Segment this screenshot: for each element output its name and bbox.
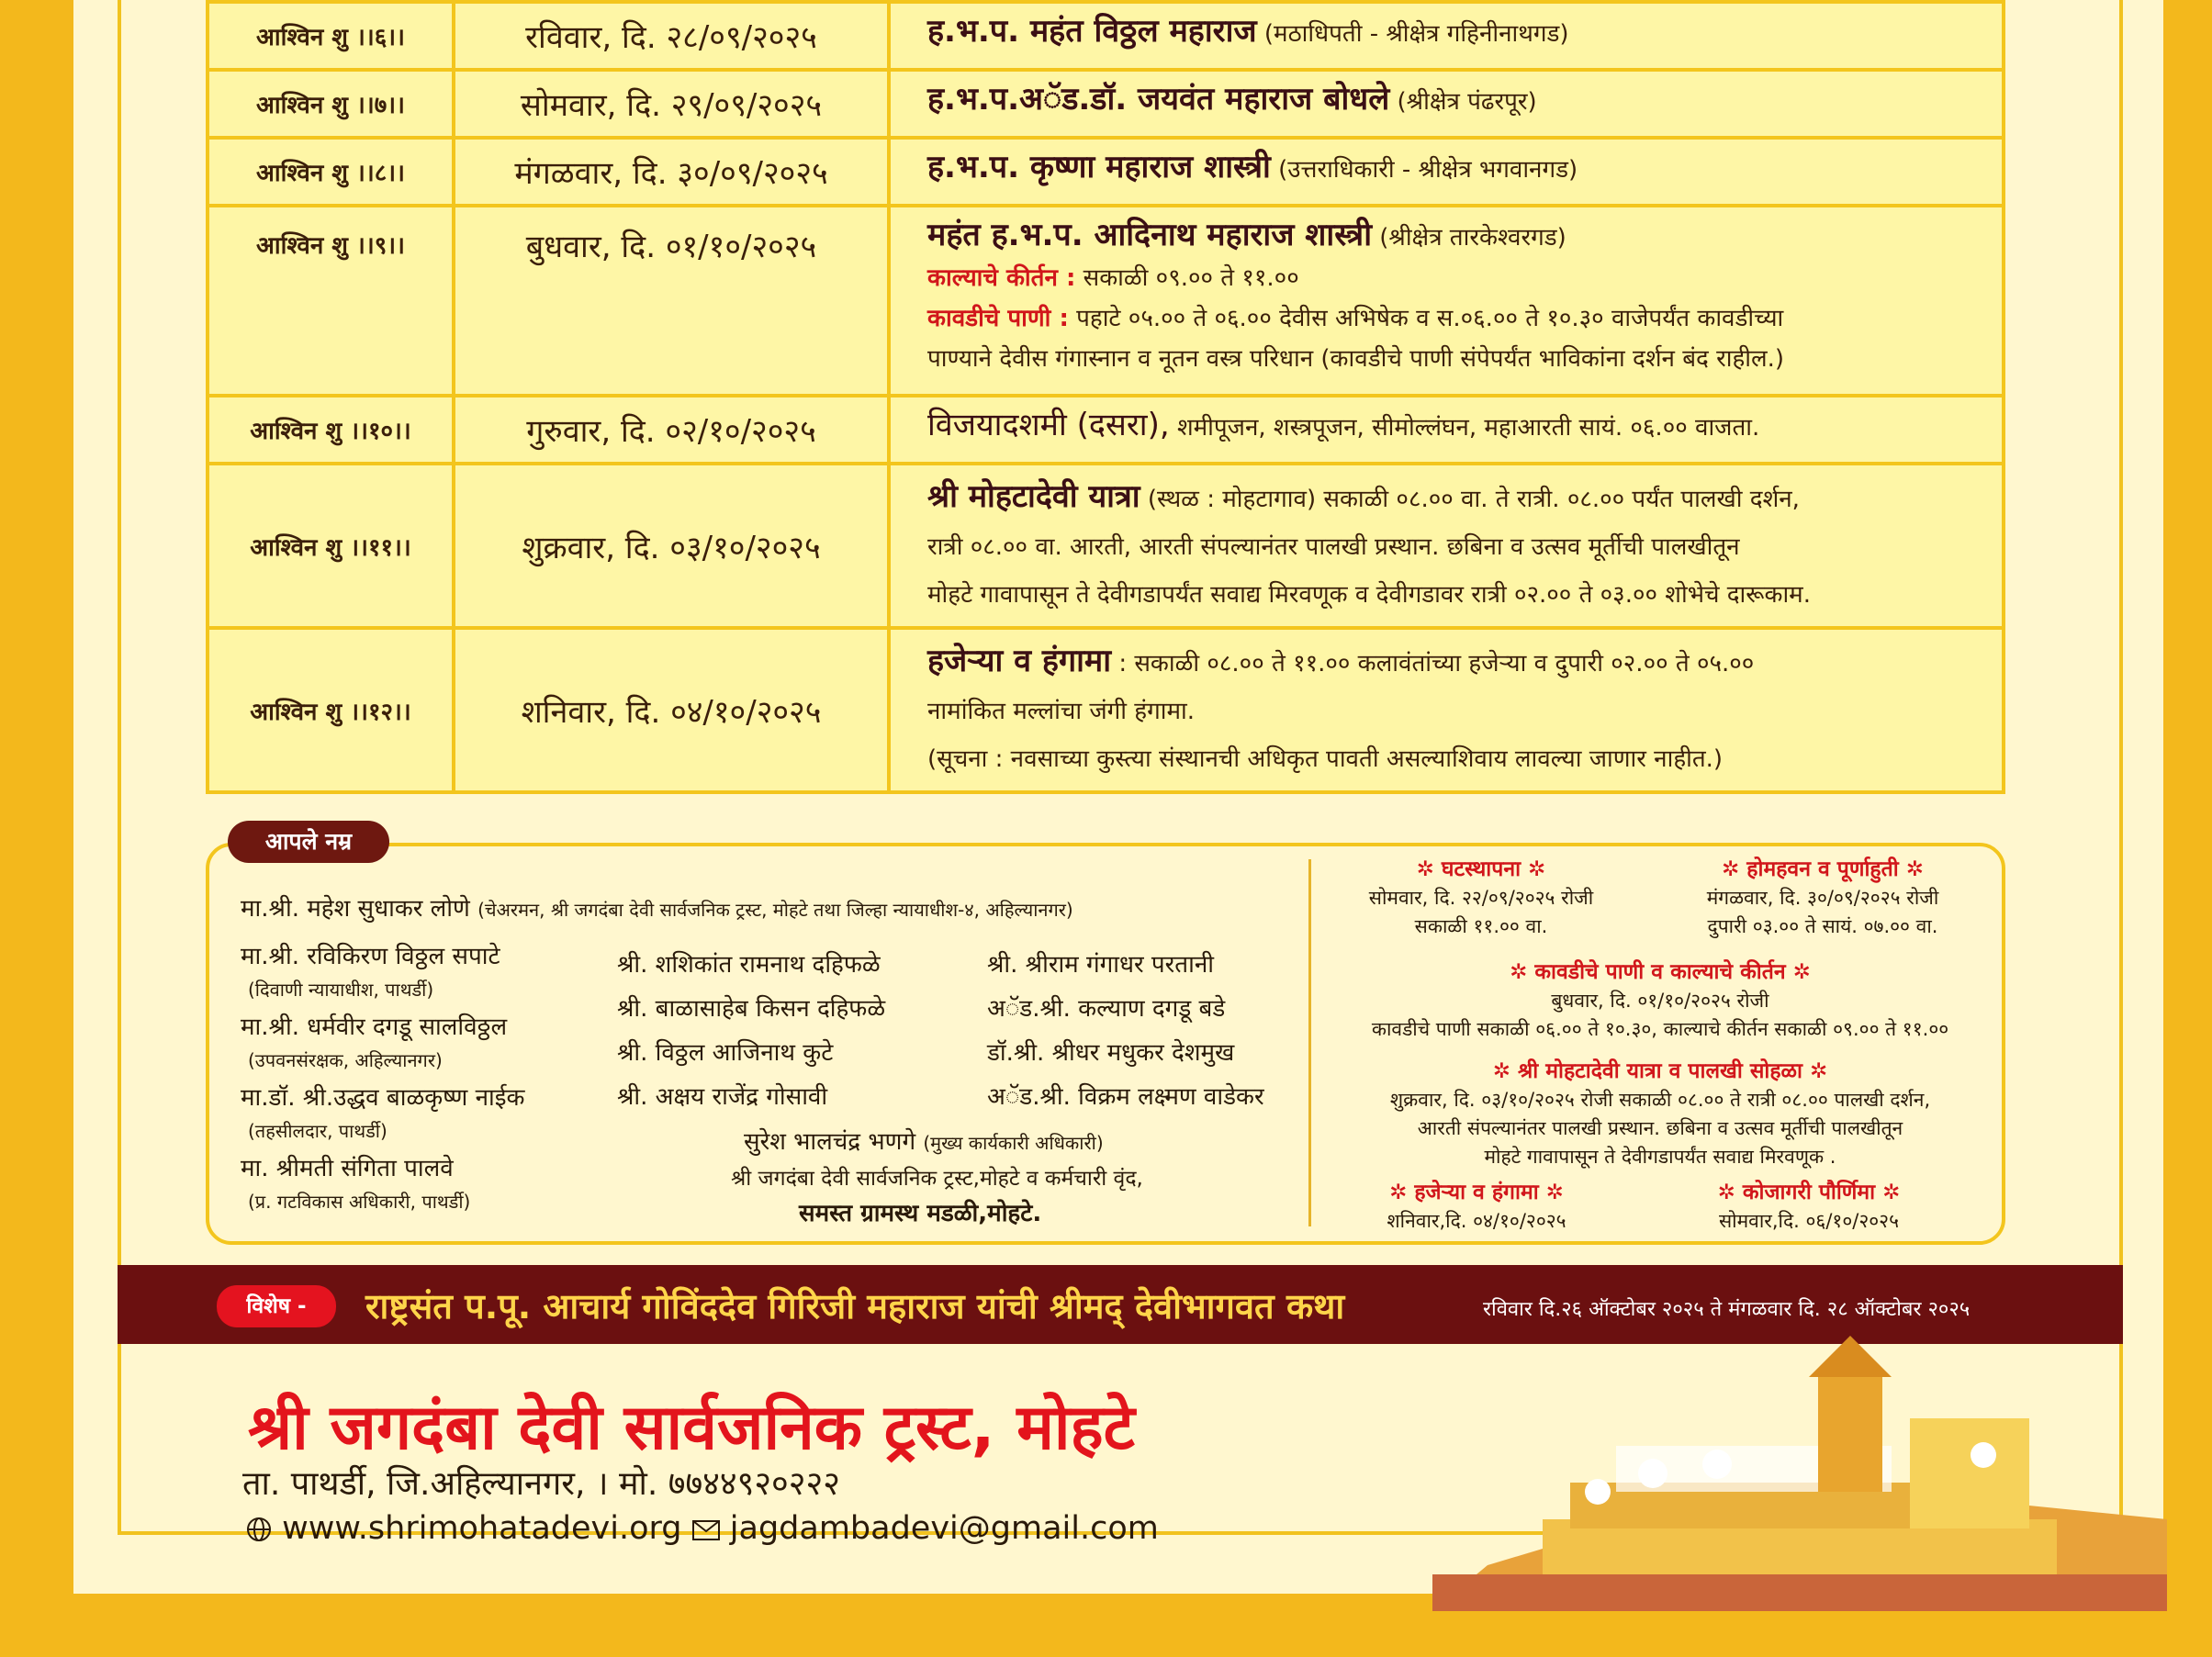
date-cell: बुधवार, दि. ०१/१०/२०२५ <box>454 206 889 396</box>
trustee-name: श्री. अक्षय राजेंद्र गोसावी <box>617 1083 828 1111</box>
kavadi-pani-text: पहाटे ०५.०० ते ०६.०० देवीस अभिषेक व स.०६.०० ते १०.३० वाजेपर्यंत कावडीच्या <box>1076 305 1784 332</box>
special-title: राष्ट्रसंत प.पू. आचार्य गोविंददेव गिरिजी महाराज यांची श्रीमद् देवीभागवत कथा <box>365 1286 1345 1327</box>
official-name: मा.श्री. धर्मवीर दगडू सालविठ्ठल <box>241 1013 508 1041</box>
trustee-name: अॅड.श्री. विक्रम लक्ष्मण वाडेकर <box>987 1083 1264 1111</box>
desc-cell <box>889 70 2004 138</box>
trustee-name: श्री. शशिकांत रामनाथ दहिफळे <box>617 951 881 979</box>
event-line: सकाळी ११.०० वा. <box>1414 915 1548 937</box>
trustee-name: श्री. बाळासाहेब किसन दहिफळे <box>617 995 886 1023</box>
chairman-name: मा.श्री. महेश सुधाकर लोणे <box>241 895 470 923</box>
divider <box>1308 859 1311 1226</box>
speaker-name: ह.भ.प. कृष्णा महाराज शास्त्री <box>927 149 1271 185</box>
speaker-name: ह.भ.प. महंत विठ्ठल महाराज <box>927 13 1257 50</box>
kavadi-pani-text-2: पाण्याने देवीस गंगास्नान व नूतन वस्त्र परिधान (कावडीचे पाणी संपेपर्यंत भाविकांना दर्शन बंद राहील.) <box>927 345 1785 373</box>
event-line: मोहटे गावापासून ते देवीगडापर्यंत सवाद्य मिरवणूक . <box>1484 1146 1836 1168</box>
event-heading: ✲ घटस्थापना ✲ <box>1416 857 1546 881</box>
globe-icon <box>246 1510 282 1547</box>
date-cell: शुक्रवार, दि. ०३/१०/२०२५ <box>454 464 889 628</box>
trustee-name: अॅड.श्री. कल्याण दगडू बडे <box>987 995 1226 1023</box>
email-link[interactable]: jagdambadevi@gmail.com <box>729 1510 1159 1547</box>
official-role: (प्र. गटविकास अधिकारी, पाथर्डी) <box>248 1191 471 1213</box>
date-cell: शनिवार, दि. ०४/१०/२०२५ <box>454 628 889 792</box>
speaker-note: (मठाधिपती - श्रीक्षेत्र गहिनीनाथगड) <box>1263 20 1569 48</box>
tithi-cell: आश्विन शु ।।७।। <box>208 70 454 138</box>
trust-address: ता. पाथर्डी, जि.अहिल्यानगर, । मो. ७७४४९२०२२२ <box>242 1465 840 1503</box>
date-cell: रविवार, दि. २८/०९/२०२५ <box>454 2 889 70</box>
event-line-3: मोहटे गावापासून ते देवीगडापर्यंत सवाद्य मिरवणूक व देवीगडावर रात्री ०२.०० ते ०३.०० शोभेचे दारूकाम. <box>927 581 1811 609</box>
table-row <box>208 206 2004 396</box>
kalyache-kirtan-label: काल्याचे कीर्तन : <box>927 264 1076 292</box>
date-cell: सोमवार, दि. २९/०९/२०२५ <box>454 70 889 138</box>
trustee-name: श्री. विठ्ठल आजिनाथ कुटे <box>617 1039 834 1067</box>
event-line-3: (सूचना : नवसाच्या कुस्त्या संस्थानची अधिकृत पावती असल्याशिवाय लावल्या जाणार नाहीत.) <box>927 745 1724 773</box>
table-row <box>208 70 2004 138</box>
event-line: कावडीचे पाणी सकाळी ०६.०० ते १०.३०, काल्याचे कीर्तन सकाळी ०९.०० ते ११.०० <box>1371 1018 1949 1040</box>
desc-cell <box>889 206 2004 396</box>
tithi-cell: आश्विन शु ।।१२।। <box>208 628 454 792</box>
table-row <box>208 2 2004 70</box>
event-line: मंगळवार, दि. ३०/०९/२०२५ रोजी <box>1706 887 1939 909</box>
special-tag: विशेष - <box>217 1285 336 1327</box>
date-cell: मंगळवार, दि. ३०/०९/२०२५ <box>454 138 889 206</box>
table-row <box>208 628 2004 792</box>
schedule-table <box>206 0 2005 794</box>
event-kojagiri <box>1653 1179 1965 1236</box>
speaker-name: महंत ह.भ.प. आदिनाथ महाराज शास्त्री <box>927 217 1372 253</box>
event-title: श्री मोहटादेवी यात्रा <box>927 478 1140 515</box>
event-line: शनिवार,दि. ०४/१०/२०२५ <box>1387 1210 1566 1232</box>
chairman-line <box>241 890 1073 924</box>
kavadi-pani-label: कावडीचे पाणी : <box>927 305 1069 332</box>
event-note: शमीपूजन, शस्त्रपूजन, सीमोल्लंघन, महाआरती सायं. ०६.०० वाजता. <box>1176 414 1760 442</box>
desc-cell <box>889 138 2004 206</box>
contact-line <box>246 1510 1159 1547</box>
event-heading: ✲ हजेऱ्या व हंगामा ✲ <box>1389 1181 1564 1204</box>
mail-icon <box>692 1510 730 1547</box>
table-row <box>208 138 2004 206</box>
event-line-2: नामांकित मल्लांचा जंगी हंगामा. <box>927 698 1196 725</box>
kalyache-kirtan-time: सकाळी ०९.०० ते ११.०० <box>1083 264 1299 292</box>
speaker-note: (उत्तराधिकारी - श्रीक्षेत्र भगवानगड) <box>1278 156 1578 184</box>
staff-line: श्री जगदंबा देवी सार्वजनिक ट्रस्ट,मोहटे व कर्मचारी वृंद, <box>731 1167 1143 1191</box>
temple-image <box>1432 1336 2167 1611</box>
trust-name: श्री जगदंबा देवी सार्वजनिक ट्रस्ट, मोहटे <box>248 1392 1135 1464</box>
event-hajerya <box>1320 1179 1633 1236</box>
desc-cell <box>889 396 2004 464</box>
website-link[interactable]: www.shrimohatadevi.org <box>282 1510 682 1547</box>
official-role: (उपवनसंरक्षक, अहिल्यानगर) <box>248 1049 443 1071</box>
event-homahavan <box>1648 856 1997 941</box>
event-yatra <box>1320 1058 2000 1171</box>
event-title: विजयादशमी (दसरा), <box>927 407 1170 443</box>
tithi-cell: आश्विन शु ।।९।। <box>208 206 454 396</box>
chairman-note: (चेअरमन, श्री जगदंबा देवी सार्वजनिक ट्रस्ट, मोहटे तथा जिल्हा न्यायाधीश-४, अहिल्यानगर) <box>477 899 1073 921</box>
speaker-note: (श्रीक्षेत्र पंढरपूर) <box>1397 88 1537 116</box>
trustee-name: श्री. श्रीराम गंगाधर परतानी <box>987 951 1215 979</box>
event-line: आरती संपल्यानंतर पालखी प्रस्थान. छबिना व उत्सव मूर्तीची पालखीतून <box>1417 1117 1903 1139</box>
table-row <box>208 464 2004 628</box>
tithi-cell: आश्विन शु ।।१०।। <box>208 396 454 464</box>
official-role: (दिवाणी न्यायाधीश, पाथर्डी) <box>248 979 434 1001</box>
desc-cell <box>889 628 2004 792</box>
speaker-name: ह.भ.प.अॅड.डॉ. जयवंत महाराज बोधले <box>927 81 1390 118</box>
official-name: मा. श्रीमती संगिता पालवे <box>241 1155 454 1182</box>
namra-tag: आपले नम्र <box>228 821 389 863</box>
event-line: सोमवार,दि. ०६/१०/२०२५ <box>1718 1210 1900 1232</box>
official-role: (तहसीलदार, पाथर्डी) <box>248 1120 387 1142</box>
event-line: दुपारी ०३.०० ते सायं. ०७.०० वा. <box>1707 915 1938 937</box>
event-line-2: रात्री ०८.०० वा. आरती, आरती संपल्यानंतर पालखी प्रस्थान. छबिना व उत्सव मूर्तीची पालखीतून <box>927 533 1740 561</box>
official-name: मा.डॉ. श्री.उद्धव बाळकृष्ण नाईक <box>241 1084 525 1112</box>
event-ghatsthapana <box>1320 856 1642 941</box>
tithi-cell: आश्विन शु ।।८।। <box>208 138 454 206</box>
event-note: (स्थळ : मोहटागाव) सकाळी ०८.०० वा. ते रात्री. ०८.०० पर्यंत पालखी दर्शन, <box>1147 486 1800 513</box>
tithi-cell: आश्विन शु ।।६।। <box>208 2 454 70</box>
ceo-name: सुरेश भालचंद्र भणगे <box>744 1128 916 1156</box>
event-line: सोमवार, दि. २२/०९/२०२५ रोजी <box>1368 887 1594 909</box>
ceo-line <box>744 1124 1104 1157</box>
event-heading: ✲ कावडीचे पाणी व काल्याचे कीर्तन ✲ <box>1510 960 1811 984</box>
ceo-role: (मुख्य कार्यकारी अधिकारी) <box>923 1132 1104 1154</box>
event-line: शुक्रवार, दि. ०३/१०/२०२५ रोजी सकाळी ०८.०० ते रात्री ०८.०० पालखी दर्शन, <box>1389 1089 1931 1111</box>
date-cell: गुरुवार, दि. ०२/१०/२०२५ <box>454 396 889 464</box>
speaker-note: (श्रीक्षेत्र तारकेश्वरगड) <box>1379 224 1566 252</box>
trustee-name: डॉ.श्री. श्रीधर मधुकर देशमुख <box>987 1039 1235 1067</box>
desc-cell <box>889 2 2004 70</box>
event-title: हजेऱ्या व हंगामा <box>927 643 1112 679</box>
village-line: समस्त ग्रामस्थ मडळी,मोहटे. <box>799 1200 1042 1227</box>
tithi-cell: आश्विन शु ।।११।। <box>208 464 454 628</box>
event-kavadi <box>1320 958 2000 1044</box>
table-row <box>208 396 2004 464</box>
official-name: मा.श्री. रविकिरण विठ्ठल सपाटे <box>241 943 500 970</box>
event-heading: ✲ कोजागरी पौर्णिमा ✲ <box>1717 1181 1901 1204</box>
desc-cell <box>889 464 2004 628</box>
event-heading: ✲ होमहवन व पूर्णाहुती ✲ <box>1722 857 1924 881</box>
special-dates: रविवार दि.२६ ऑक्टोबर २०२५ ते मंगळवार दि. २८ ऑक्टोबर २०२५ <box>1483 1298 1971 1321</box>
event-heading: ✲ श्री मोहटादेवी यात्रा व पालखी सोहळा ✲ <box>1492 1059 1828 1083</box>
event-note: : सकाळी ०८.०० ते ११.०० कलावंतांच्या हजेऱ्या व दुपारी ०२.०० ते ०५.०० <box>1118 650 1755 677</box>
event-line: बुधवार, दि. ०१/१०/२०२५ रोजी <box>1551 990 1769 1012</box>
